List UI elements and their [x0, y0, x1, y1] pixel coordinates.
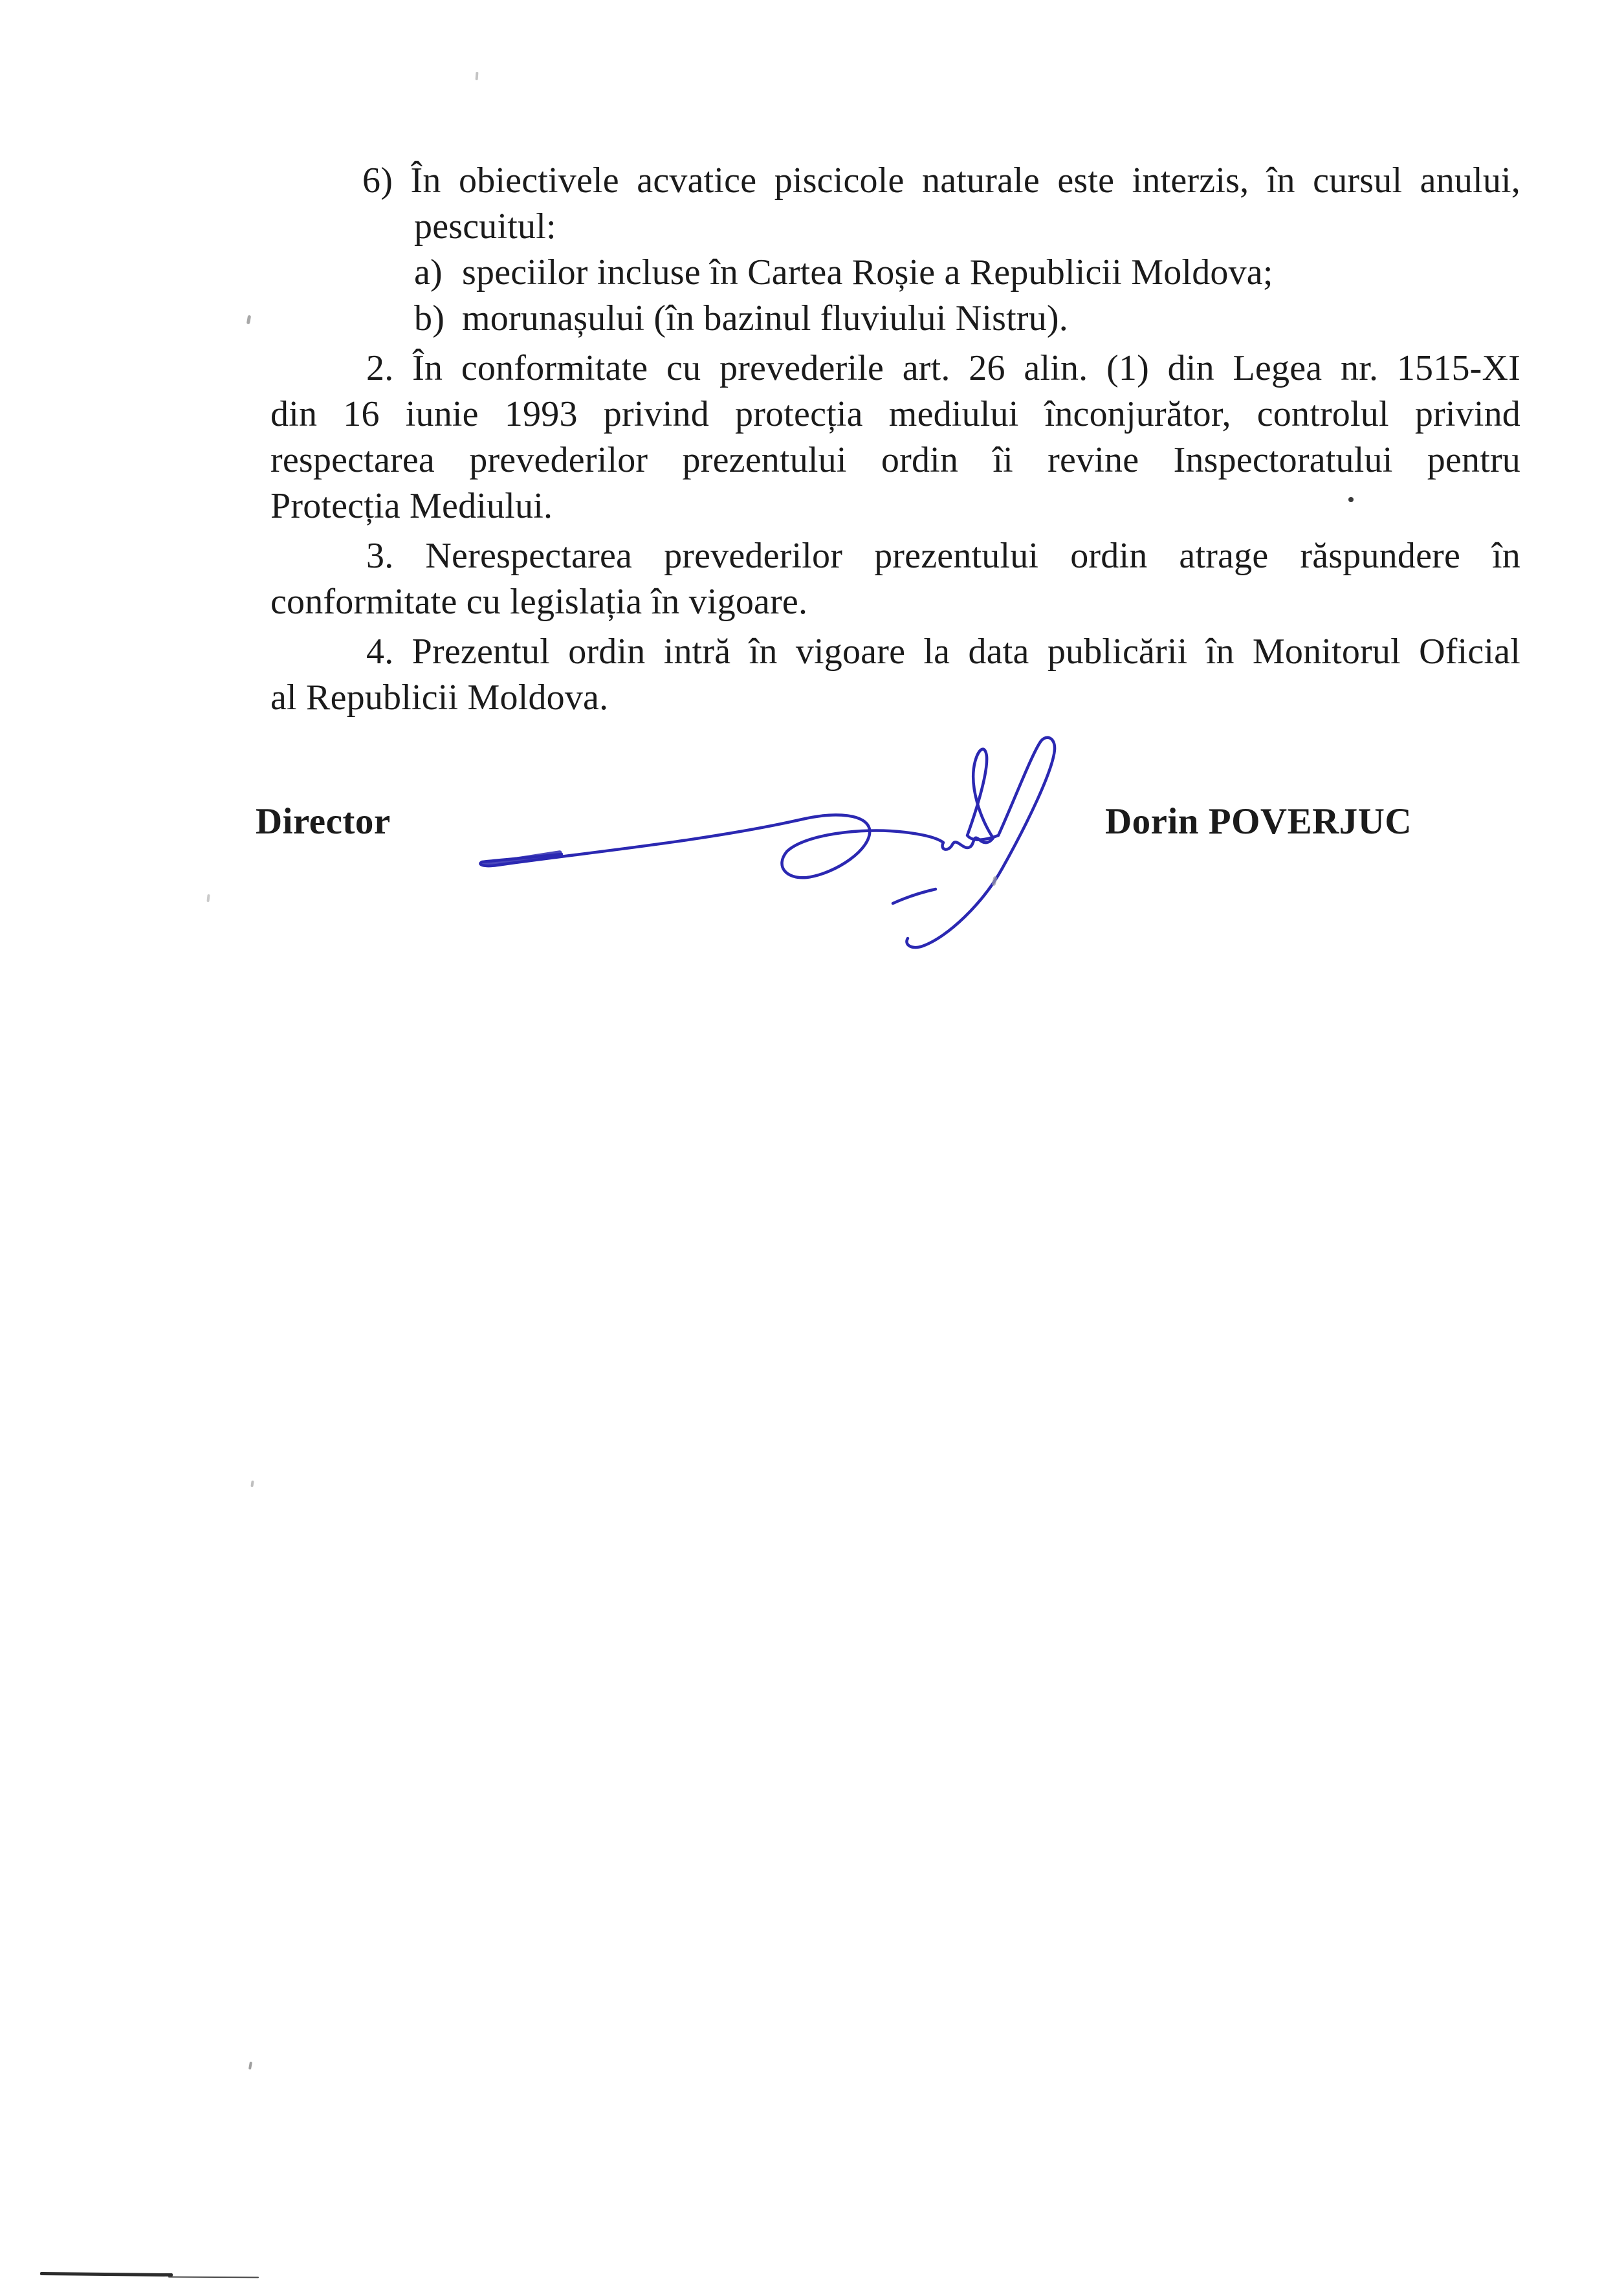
item-6-marker: 6) — [362, 160, 393, 201]
item-6-line-2: pescuitul: — [414, 206, 556, 247]
para-4-line-1: 4. Prezentul ordin intră în vigoare la data publicării în Monitorul Oficial — [366, 632, 1520, 672]
order-text-block — [270, 158, 1520, 721]
scan-speck — [476, 72, 479, 80]
sub-item-b — [270, 296, 1520, 342]
para-2-line-1: 2. În conformitate cu prevederile art. 26 alin. (1) din Legea nr. 1515-XI — [366, 348, 1520, 388]
para-2-line-2: din 16 iunie 1993 privind protecția mediului înconjurător, controlul privind — [270, 394, 1520, 434]
para-3-line-2: conformitate cu legislația în vigoare. — [270, 582, 808, 622]
para-4-line-2: al Republicii Moldova. — [270, 678, 609, 718]
para-3-line-1: 3. Nerespectarea prevederilor prezentului ordin atrage răspundere în — [366, 536, 1520, 576]
sub-item-b-text: morunașului (în bazinul fluviului Nistru). — [462, 298, 1068, 338]
sub-item-a-marker: a) — [414, 252, 443, 292]
scan-speck — [247, 315, 251, 325]
signature-stroke-dash — [893, 889, 936, 903]
director-label: Director — [256, 801, 391, 842]
scan-edge-line — [40, 2272, 173, 2277]
scan-speck — [206, 894, 210, 902]
para-2-line-4: Protecția Mediului. — [270, 486, 553, 526]
sub-item-a — [270, 250, 1520, 296]
signature-ink — [463, 715, 1084, 967]
item-6-line-1 — [270, 158, 1520, 204]
sub-item-b-marker: b) — [414, 298, 445, 338]
scan-edge-line — [168, 2277, 259, 2278]
signer-name: Dorin POVERJUC — [1105, 801, 1412, 842]
para-2-line-3: respectarea prevederilor prezentului ordin îi revine Inspectoratului pentru — [270, 440, 1520, 480]
item-6-text: În obiectivele acvatice piscicole naturale este interzis, în cursul anului, — [410, 160, 1521, 201]
scan-speck — [1348, 497, 1354, 502]
sub-item-a-text: speciilor incluse în Cartea Roșie a Republicii Moldova; — [462, 252, 1273, 292]
scan-speck — [248, 2062, 252, 2070]
signature-stroke-main — [480, 738, 1055, 947]
scan-speck — [250, 1481, 254, 1487]
